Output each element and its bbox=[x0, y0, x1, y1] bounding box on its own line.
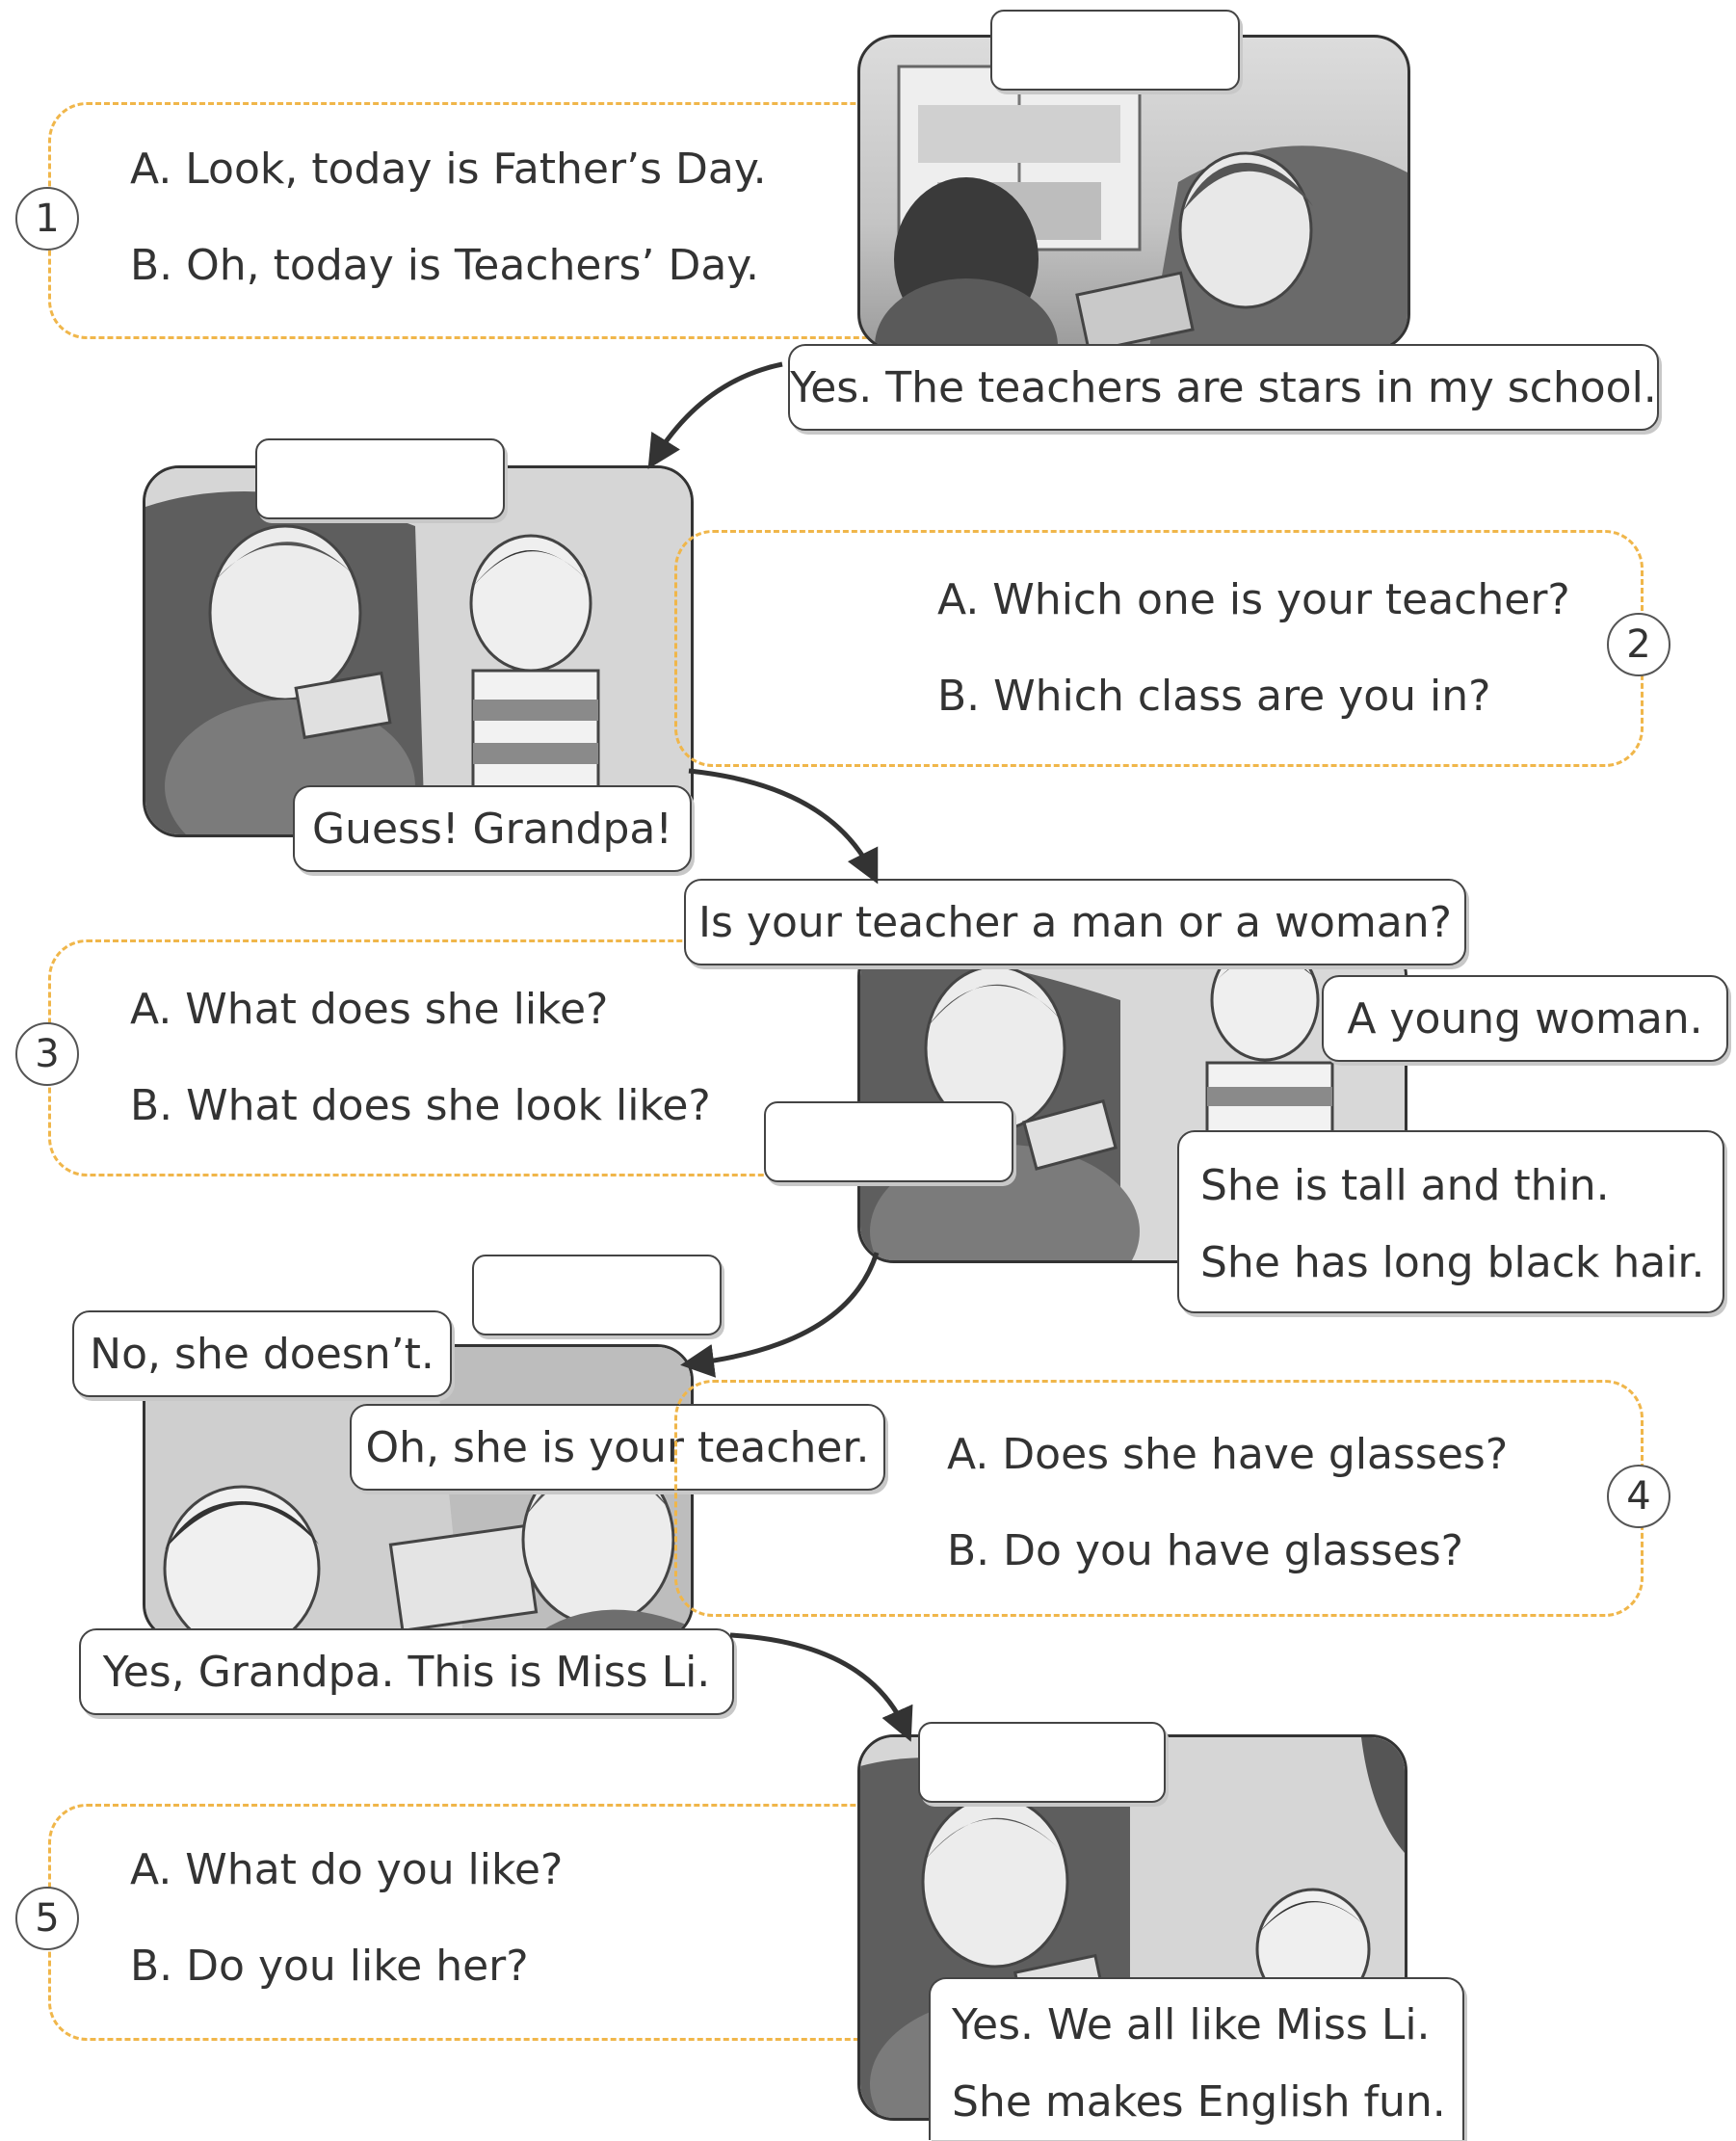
section-4-number: 4 bbox=[1607, 1465, 1670, 1528]
scene-3-grandpa-bubble: Is your teacher a man or a woman? bbox=[684, 879, 1466, 965]
section-2-options-box bbox=[674, 530, 1644, 767]
section-2-option-b[interactable]: B. Which class are you in? bbox=[937, 672, 1491, 721]
arrow-scene-1-to-2 bbox=[655, 364, 782, 458]
scene-3-boy-bubble-2-line-1: She is tall and thin. bbox=[1200, 1161, 1610, 1210]
section-5-option-b[interactable]: B. Do you like her? bbox=[130, 1942, 529, 1991]
scene-3-boy-bubble-2 bbox=[1177, 1130, 1724, 1313]
section-3-number: 3 bbox=[15, 1022, 79, 1086]
scene-1-answer-blank[interactable] bbox=[990, 10, 1240, 91]
scene-5-boy-bubble bbox=[929, 1977, 1464, 2140]
section-1-number: 1 bbox=[15, 187, 79, 251]
scene-3-answer-blank[interactable] bbox=[764, 1101, 1013, 1182]
scene-5-answer-blank[interactable] bbox=[918, 1722, 1166, 1803]
section-1-option-b[interactable]: B. Oh, today is Teachers’ Day. bbox=[130, 241, 760, 290]
section-2-number: 2 bbox=[1607, 613, 1670, 676]
section-1-option-a[interactable]: A. Look, today is Father’s Day. bbox=[130, 145, 767, 194]
arrow-scene-2-to-3 bbox=[689, 771, 872, 872]
section-4-options-box bbox=[674, 1380, 1644, 1617]
scene-2-answer-blank[interactable] bbox=[255, 438, 505, 519]
scene-4-boy-bubble-1: No, she doesn’t. bbox=[72, 1310, 452, 1397]
arrow-scene-4-to-5 bbox=[730, 1635, 906, 1730]
section-4-option-b[interactable]: B. Do you have glasses? bbox=[947, 1526, 1464, 1575]
scene-1-boy-bubble: Yes. The teachers are stars in my school. bbox=[788, 344, 1659, 431]
section-4-option-a[interactable]: A. Does she have glasses? bbox=[947, 1430, 1509, 1479]
scene-3-boy-bubble-2-line-2: She has long black hair. bbox=[1200, 1238, 1705, 1287]
scene-3-boy-bubble-1: A young woman. bbox=[1322, 975, 1728, 1062]
section-3-option-b[interactable]: B. What does she look like? bbox=[130, 1081, 711, 1130]
section-5-option-a[interactable]: A. What do you like? bbox=[130, 1845, 564, 1894]
scene-5-boy-bubble-line-1: Yes. We all like Miss Li. bbox=[952, 2000, 1431, 2049]
scene-4-answer-blank[interactable] bbox=[472, 1255, 722, 1335]
scene-2-boy-bubble: Guess! Grandpa! bbox=[293, 785, 692, 872]
scene-2-illustration bbox=[143, 465, 694, 837]
section-5-options-box bbox=[48, 1804, 902, 2041]
scene-5-boy-bubble-line-2: She makes English fun. bbox=[952, 2077, 1446, 2127]
section-3-option-a[interactable]: A. What does she like? bbox=[130, 985, 609, 1034]
section-2-option-a[interactable]: A. Which one is your teacher? bbox=[937, 575, 1570, 624]
section-1-options-box bbox=[48, 102, 902, 339]
section-5-number: 5 bbox=[15, 1887, 79, 1950]
scene-4-grandpa-bubble: Oh, she is your teacher. bbox=[350, 1404, 885, 1491]
scene-4-boy-bubble-2: Yes, Grandpa. This is Miss Li. bbox=[79, 1628, 734, 1715]
